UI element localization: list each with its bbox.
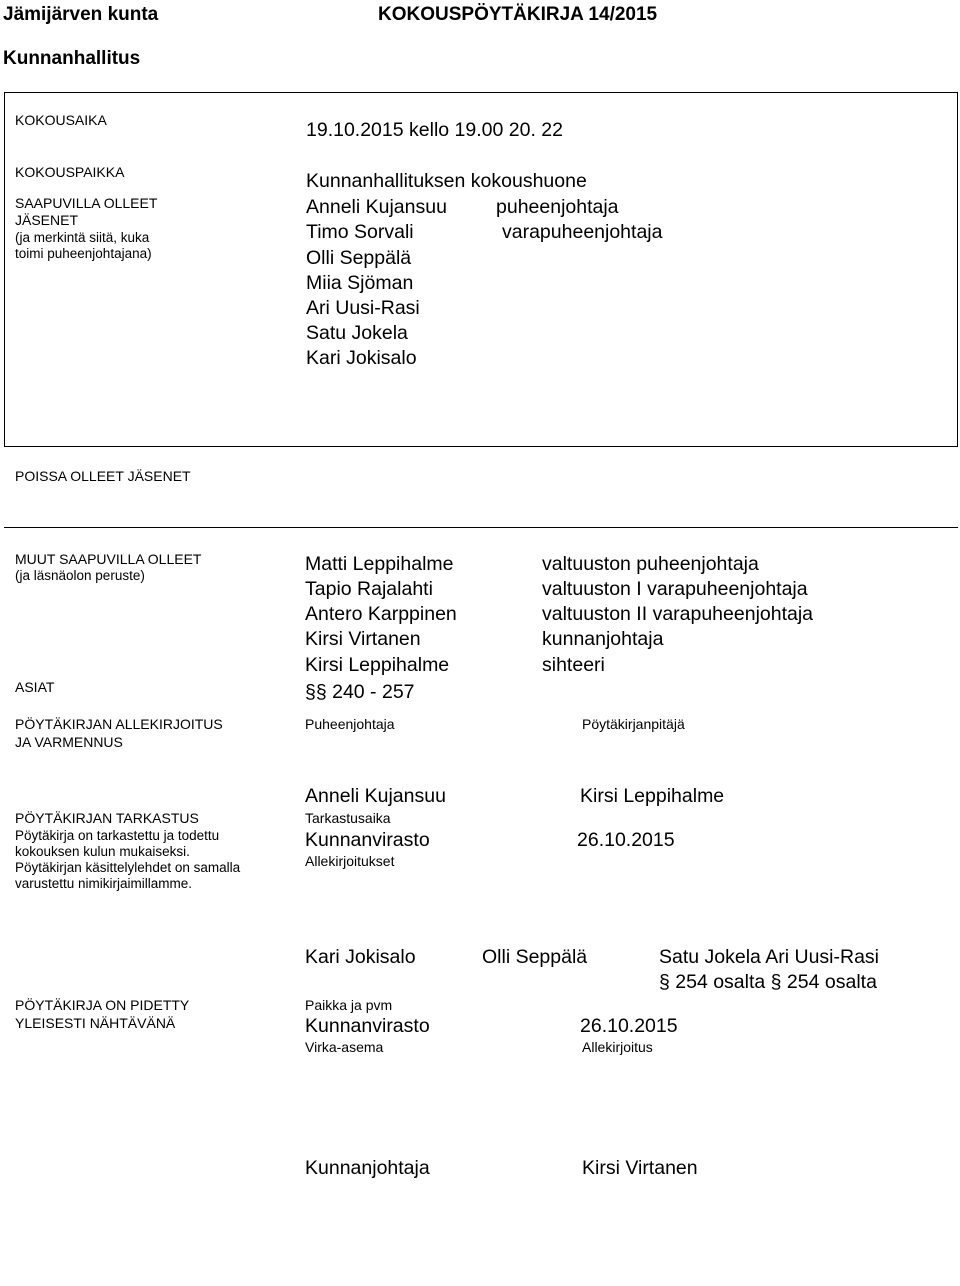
others-label: MUUT SAAPUVILLA OLLEET xyxy=(15,551,202,567)
attendee-role: sihteeri xyxy=(542,654,605,676)
reviewer-name: Kari Jokisalo xyxy=(305,946,416,968)
signing-label: PÖYTÄKIRJAN ALLEKIRJOITUS xyxy=(15,716,223,732)
present-note-1: (ja merkintä siitä, kuka xyxy=(15,230,150,245)
position-label: Virka-asema xyxy=(305,1039,384,1055)
signer-name: Kirsi Virtanen xyxy=(582,1157,698,1179)
place-date-label: Paikka ja pvm xyxy=(305,997,393,1013)
meeting-place-label: KOKOUSPAIKKA xyxy=(15,164,125,180)
review-label: PÖYTÄKIRJAN TARKASTUS xyxy=(15,810,199,826)
member-name: Kari Jokisalo xyxy=(306,347,417,369)
frame-right-line xyxy=(957,92,958,447)
review-place: Kunnanvirasto xyxy=(305,829,430,851)
reviewer-name: Satu Jokela Ari Uusi-Rasi xyxy=(659,946,880,968)
section-divider xyxy=(4,527,958,528)
attendee-name: Antero Karppinen xyxy=(305,603,457,625)
present-note-2: toimi puheenjohtajana) xyxy=(15,246,152,261)
document-title: KOKOUSPÖYTÄKIRJA 14/2015 xyxy=(378,4,658,25)
member-name: Timo Sorvali xyxy=(306,221,414,243)
public-label-2: YLEISESTI NÄHTÄVÄNÄ xyxy=(15,1015,176,1031)
reviewer-name: Olli Seppälä xyxy=(482,946,588,968)
review-date: 26.10.2015 xyxy=(577,829,675,851)
frame-bottom-line xyxy=(4,446,958,447)
organ-name: Kunnanhallitus xyxy=(3,48,141,69)
attendee-name: Kirsi Leppihalme xyxy=(305,654,450,676)
review-time-label: Tarkastusaika xyxy=(305,810,391,826)
signing-label-2: JA VARMENNUS xyxy=(15,734,123,750)
signature-label: Allekirjoitus xyxy=(582,1039,653,1055)
municipality-name: Jämijärven kunta xyxy=(3,4,159,25)
attendee-role: valtuuston I varapuheenjohtaja xyxy=(542,578,808,600)
present-label: SAAPUVILLA OLLEET xyxy=(15,195,158,211)
chair-name: Anneli Kujansuu xyxy=(305,785,446,807)
items-range: §§ 240 - 257 xyxy=(305,681,415,703)
meeting-place-value: Kunnanhallituksen kokoushuone xyxy=(306,170,587,192)
public-date: 26.10.2015 xyxy=(580,1015,678,1037)
public-place: Kunnanvirasto xyxy=(305,1015,430,1037)
member-name: Anneli Kujansuu xyxy=(306,196,447,218)
present-label-2: JÄSENET xyxy=(15,212,79,228)
attendee-role: valtuuston puheenjohtaja xyxy=(542,553,759,575)
member-name: Olli Seppälä xyxy=(306,247,412,269)
review-text: Pöytäkirjan käsittelylehdet on samalla xyxy=(15,860,241,875)
secretary-label: Pöytäkirjanpitäjä xyxy=(582,716,685,732)
sections-note: § 254 osalta § 254 osalta xyxy=(659,971,877,993)
attendee-role: valtuuston II varapuheenjohtaja xyxy=(542,603,814,625)
member-name: Ari Uusi-Rasi xyxy=(306,297,420,319)
signer-position: Kunnanjohtaja xyxy=(305,1157,430,1179)
member-name: Miia Sjöman xyxy=(306,272,414,294)
review-text: kokouksen kulun mukaiseksi. xyxy=(15,844,190,859)
review-text: varustettu nimikirjaimillamme. xyxy=(15,876,193,891)
review-text: Pöytäkirja on tarkastettu ja todettu xyxy=(15,828,220,843)
public-label: PÖYTÄKIRJA ON PIDETTY xyxy=(15,997,190,1013)
attendee-name: Tapio Rajalahti xyxy=(305,578,433,600)
attendee-name: Kirsi Virtanen xyxy=(305,628,421,650)
meeting-time-label: KOKOUSAIKA xyxy=(15,112,107,128)
attendee-role: kunnanjohtaja xyxy=(542,628,664,650)
member-name: Satu Jokela xyxy=(306,322,408,344)
absent-label: POISSA OLLEET JÄSENET xyxy=(15,468,191,484)
attendee-name: Matti Leppihalme xyxy=(305,553,454,575)
signatures-label: Allekirjoitukset xyxy=(305,853,395,869)
frame-left-line xyxy=(4,92,5,447)
chair-label: Puheenjohtaja xyxy=(305,716,395,732)
member-role: varapuheenjohtaja xyxy=(502,221,663,243)
items-label: ASIAT xyxy=(15,679,55,695)
meeting-time-value: 19.10.2015 kello 19.00 20. 22 xyxy=(306,119,563,141)
secretary-name: Kirsi Leppihalme xyxy=(580,785,725,807)
member-role: puheenjohtaja xyxy=(496,196,619,218)
frame-top-line xyxy=(4,92,958,93)
others-note: (ja läsnäolon peruste) xyxy=(15,568,145,583)
